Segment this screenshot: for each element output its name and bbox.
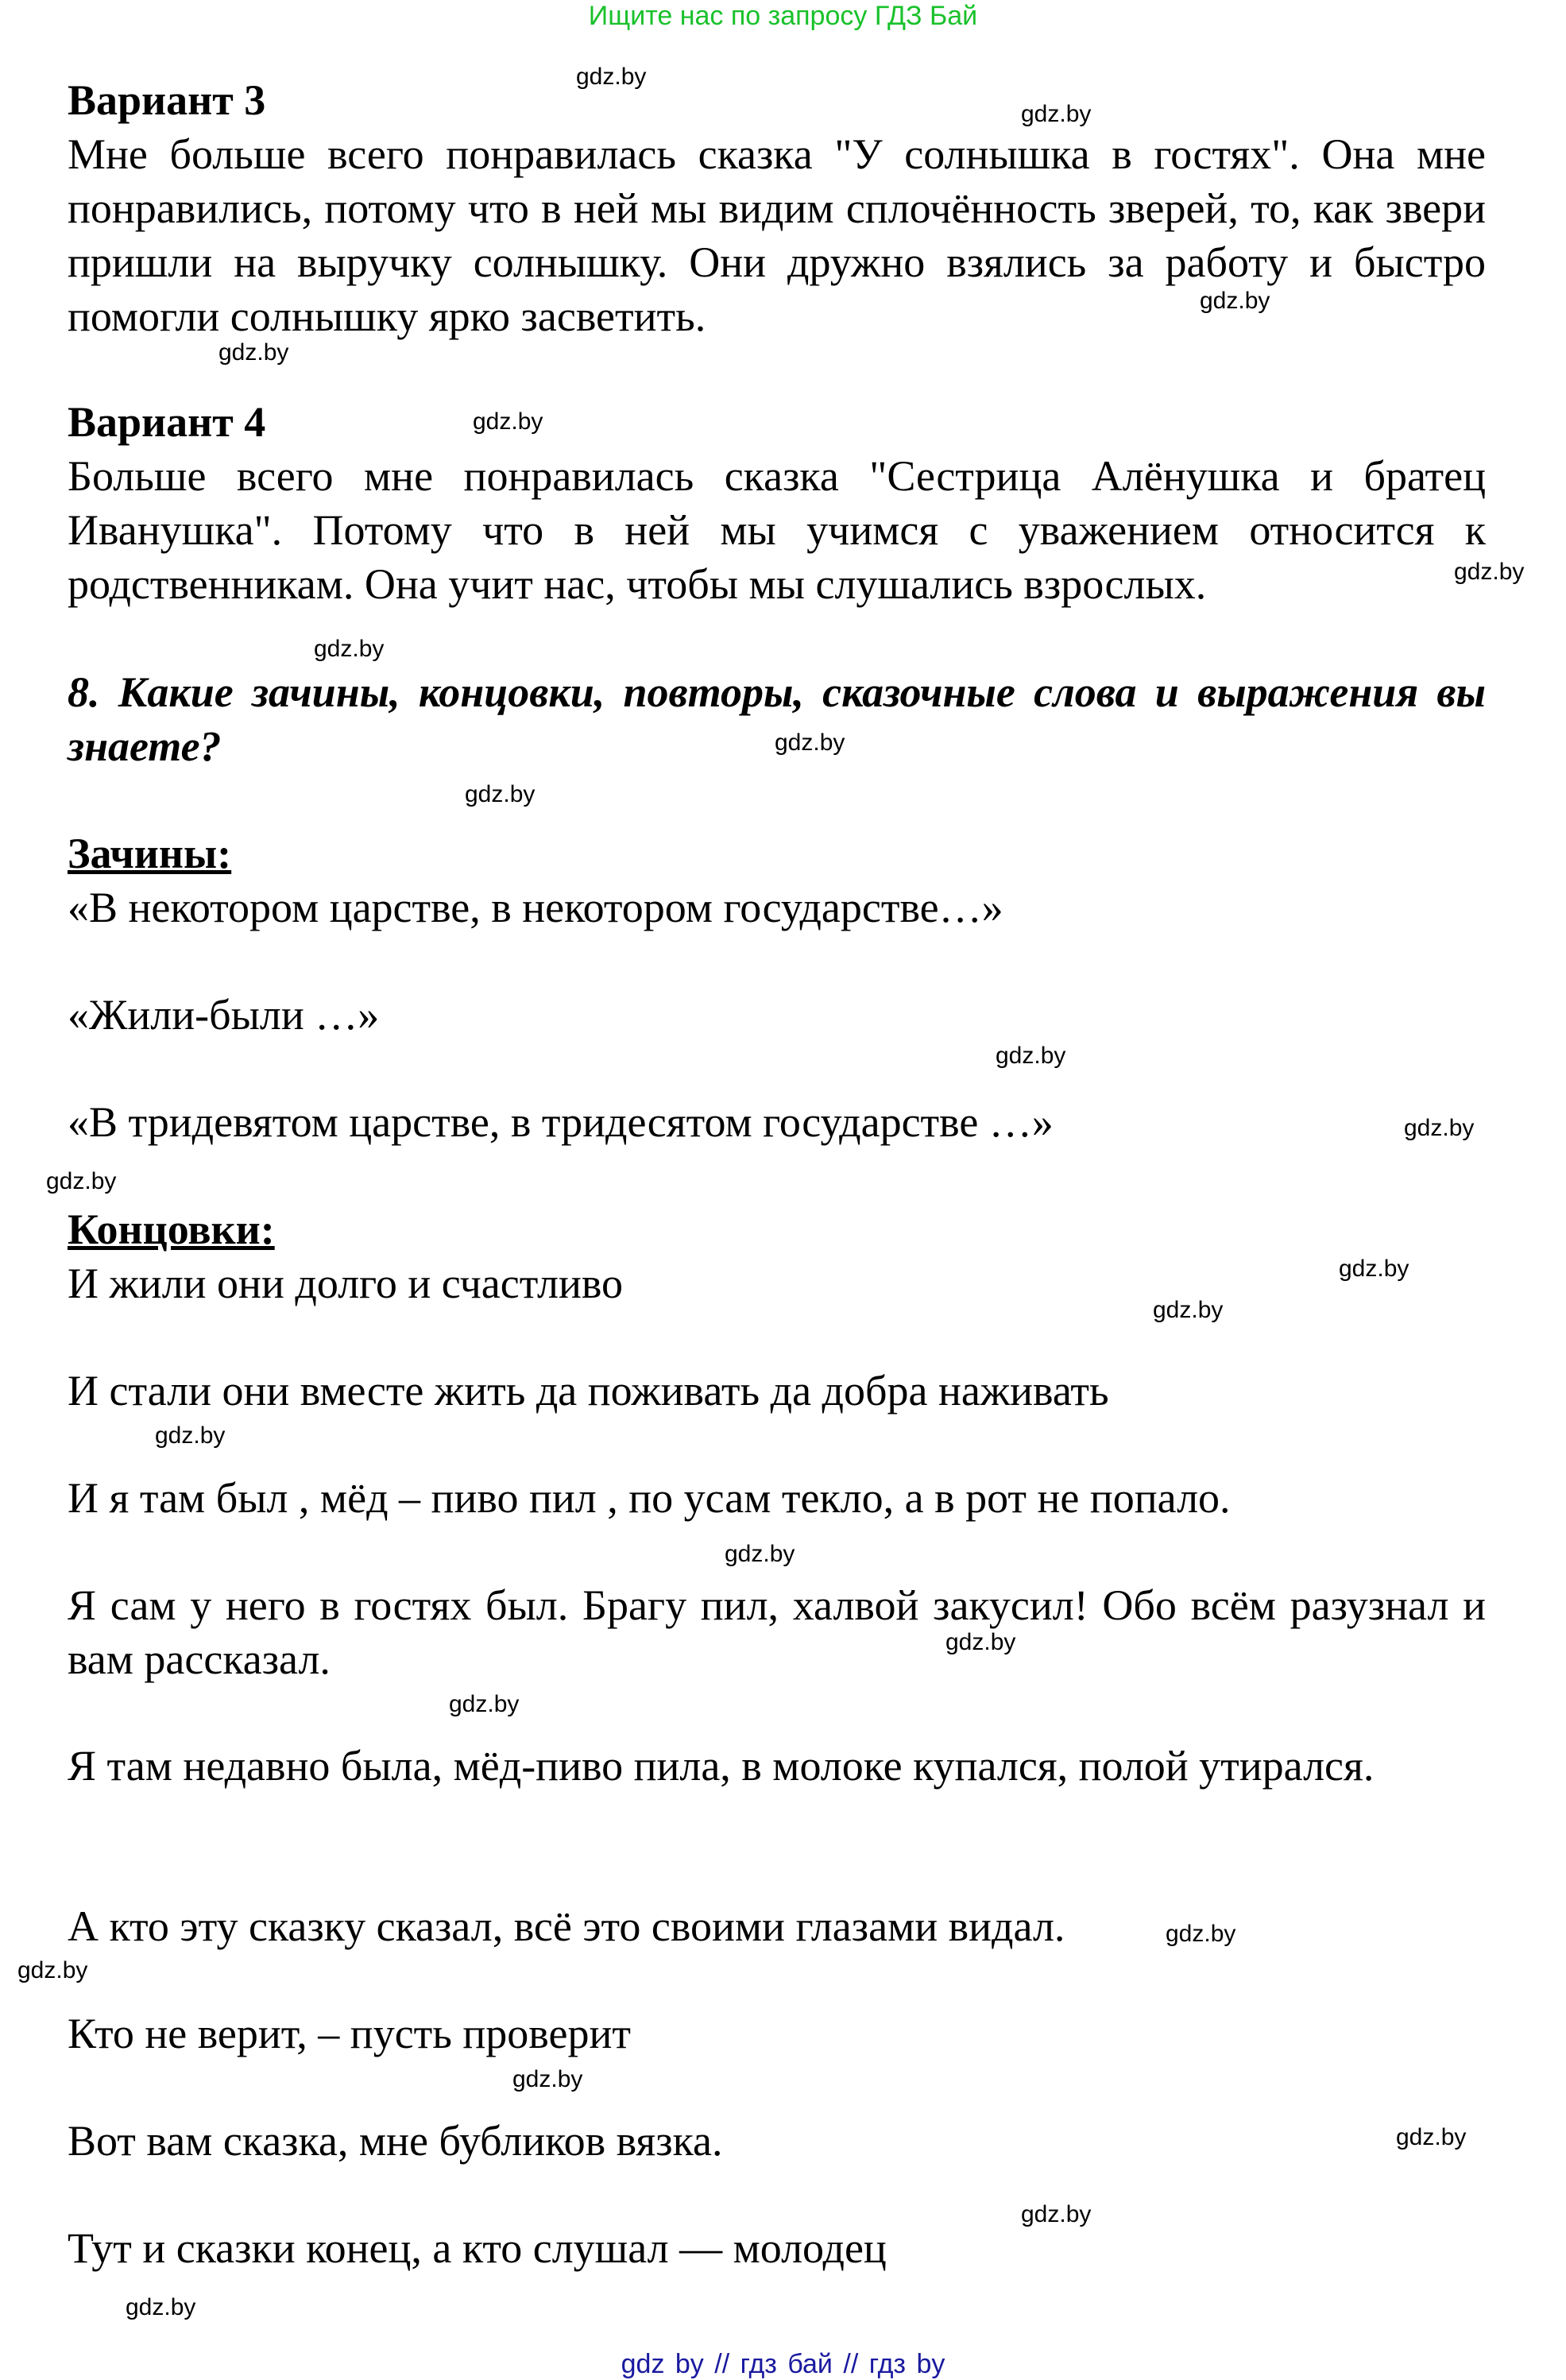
watermark: gdz.by	[1200, 288, 1270, 314]
watermark: gdz.by	[1166, 1921, 1236, 1947]
watermark: gdz.by	[996, 1043, 1066, 1069]
ending-item: И жили они долго и счастливо	[68, 1260, 623, 1307]
watermark: gdz.by	[1153, 1297, 1224, 1323]
watermark: gdz.by	[725, 1541, 795, 1567]
watermark: gdz.by	[1021, 101, 1092, 127]
watermark: gdz.by	[576, 64, 647, 90]
watermark: gdz.by	[512, 2066, 583, 2092]
question-heading: 8. Какие зачины, концовки, повторы, сказочные слова и выражения вы знаете?	[68, 668, 1486, 770]
watermark: gdz.by	[473, 408, 543, 435]
watermark: gdz.by	[1404, 1115, 1475, 1141]
ending-item: Я сам у него в гостях был. Брагу пил, халвой закусил! Обо всём разузнал и вам рассказал.	[68, 1581, 1486, 1683]
beginning-item: «Жили-были …»	[68, 991, 380, 1039]
beginning-item: «В некотором царстве, в некотором государстве…»	[68, 884, 1003, 931]
watermark: gdz.by	[17, 1957, 88, 1983]
watermark: gdz.by	[46, 1168, 117, 1194]
ending-item: Вот вам сказка, мне бубликов вязка.	[68, 2117, 723, 2165]
header-search-link[interactable]: Ищите нас по запросу ГДЗ Бай	[588, 1, 978, 31]
ending-item: Кто не верит, – пусть проверит	[68, 2010, 631, 2057]
variant3-title: Вариант 3	[68, 76, 266, 124]
endings-heading: Концовки:	[68, 1205, 275, 1253]
watermark: gdz.by	[945, 1629, 1016, 1655]
watermark: gdz.by	[1021, 2201, 1092, 2227]
ending-item: И стали они вместе жить да поживать да добра наживать	[68, 1367, 1109, 1414]
ending-item: Я там недавно была, мёд-пиво пила, в молоке купался, полой утирался.	[68, 1742, 1375, 1790]
watermark: gdz.by	[155, 1422, 226, 1449]
beginning-item: «В тридевятом царстве, в тридесятом государстве …»	[68, 1098, 1054, 1146]
watermark: gdz.by	[449, 1691, 520, 1717]
variant4-title: Вариант 4	[68, 398, 266, 446]
footer-links[interactable]: gdz by // гдз бай // гдз by	[621, 2349, 945, 2379]
variant4-text: Больше всего мне понравилась сказка "Сестрица Алёнушка и братец Иванушка". Потому что в ней мы учимся с уважением относится к родственникам. Она учит нас, чтобы мы слушались взрослых.	[68, 452, 1486, 608]
ending-item: А кто эту сказку сказал, всё это своими глазами видал.	[68, 1902, 1065, 1950]
ending-item: И я там был , мёд – пиво пил , по усам текло, а в рот не попало.	[68, 1474, 1231, 1522]
beginnings-heading: Зачины:	[68, 830, 232, 877]
watermark: gdz.by	[465, 781, 536, 807]
watermark: gdz.by	[126, 2294, 196, 2320]
watermark: gdz.by	[218, 339, 289, 366]
watermark: gdz.by	[1454, 559, 1525, 585]
watermark: gdz.by	[314, 636, 385, 662]
variant3-text: Мне больше всего понравилась сказка "У солнышка в гостях". Она мне понравились, потому что в ней мы видим сплочённость зверей, то, как звери пришли на выручку солнышку. Они дружно взялись за работу и быстро помогли солнышку ярко засветить.	[68, 130, 1486, 340]
ending-item: Тут и сказки конец, а кто слушал — молодец	[68, 2224, 887, 2272]
watermark: gdz.by	[1339, 1256, 1409, 1282]
watermark: gdz.by	[1396, 2124, 1467, 2150]
watermark: gdz.by	[775, 729, 845, 756]
